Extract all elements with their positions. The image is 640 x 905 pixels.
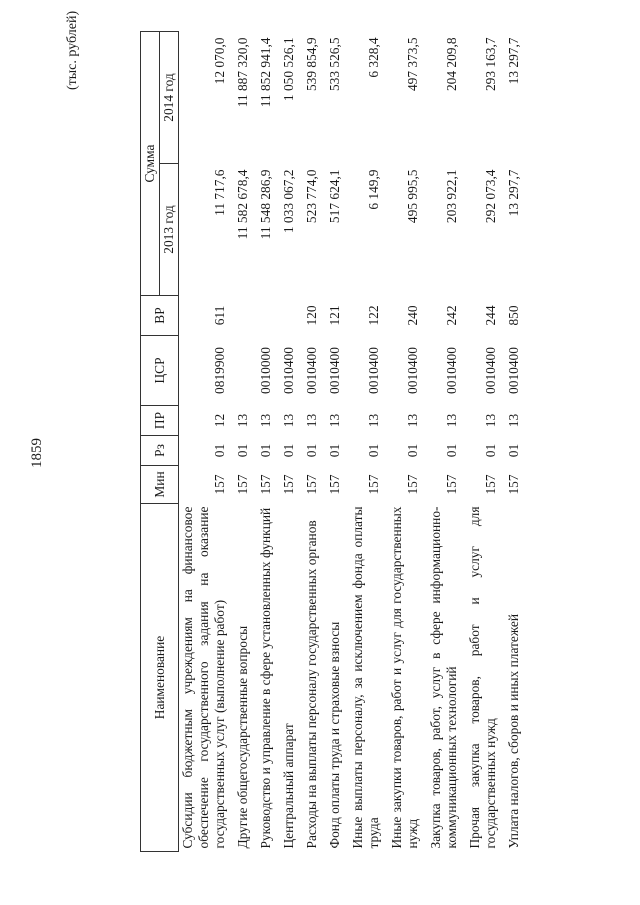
cell-name: Руководство и управление в сфере установленных функций	[258, 507, 273, 849]
budget-table	[140, 31, 523, 852]
cell-vr	[229, 296, 252, 336]
table-body	[179, 31, 524, 851]
cell-csr	[229, 336, 252, 406]
units-note-wrap	[60, 0, 86, 905]
cell-rz: 01	[258, 443, 273, 458]
cell-2013: 11 717,6	[212, 169, 227, 216]
cell-2013: 517 624,1	[327, 169, 342, 224]
header-pr: ПР	[141, 406, 179, 436]
cell-2014: 11 852 941,4	[258, 37, 273, 108]
cell-csr: 0010400	[304, 347, 319, 394]
table-row	[298, 31, 321, 851]
cell-min: 157	[258, 474, 273, 495]
cell-name: Расходы на выплаты персоналу государственных органов	[304, 520, 319, 849]
cell-rz: 01	[281, 443, 296, 458]
header-vr: ВР	[141, 296, 179, 336]
cell-min: 157	[304, 474, 319, 495]
cell-rz: 01	[405, 443, 420, 458]
cell-rz: 01	[304, 443, 319, 458]
cell-2014: 293 163,7	[483, 37, 498, 92]
table-row	[500, 31, 523, 851]
cell-rz: 01	[235, 443, 250, 458]
table-row	[422, 31, 461, 851]
cell-min: 157	[405, 474, 420, 495]
table-row	[229, 31, 252, 851]
header-sum: Сумма	[141, 31, 160, 295]
header-2013: 2013 год	[160, 164, 179, 296]
budget-table-rotated	[140, 32, 580, 852]
cell-name: Прочая закупка товаров, работ и услуг для государственных нужд	[467, 506, 498, 849]
cell-name: Другие общегосударственные вопросы	[235, 625, 250, 849]
cell-2013: 6 149,9	[366, 169, 381, 210]
cell-csr: 0819900	[212, 347, 227, 394]
header-name: Наименование	[141, 504, 179, 852]
cell-rz: 01	[212, 443, 227, 458]
header-rz: Рз	[141, 436, 179, 466]
cell-csr: 0010000	[258, 347, 273, 394]
table-row	[383, 31, 422, 851]
cell-pr: 13	[327, 413, 342, 428]
header-csr: ЦСР	[141, 336, 179, 406]
cell-name: Закупка товаров, работ, услуг в сфере информационно-коммуникационных технологий	[428, 506, 459, 849]
cell-vr: 850	[506, 305, 521, 326]
cell-csr: 0010400	[506, 347, 521, 394]
table-header	[141, 31, 179, 851]
cell-min: 157	[281, 474, 296, 495]
cell-min: 157	[444, 474, 459, 495]
cell-2014: 13 297,7	[506, 37, 521, 85]
cell-name: Уплата налогов, сборов и иных платежей	[506, 613, 521, 849]
cell-vr	[275, 296, 298, 336]
cell-pr: 13	[281, 413, 296, 428]
cell-min: 157	[212, 474, 227, 495]
cell-pr: 13	[483, 413, 498, 428]
cell-pr: 12	[212, 413, 227, 428]
cell-min: 157	[235, 474, 250, 495]
cell-vr: 122	[366, 305, 381, 326]
cell-csr: 0010400	[366, 347, 381, 394]
cell-2013: 495 995,5	[405, 169, 420, 224]
table-row	[179, 31, 230, 851]
header-min: Мин	[141, 466, 179, 504]
cell-min: 157	[506, 474, 521, 495]
cell-rz: 01	[327, 443, 342, 458]
table-row	[461, 31, 500, 851]
table-row	[252, 31, 275, 851]
cell-2013: 1 033 067,2	[281, 169, 296, 234]
cell-name: Иные выплаты персоналу, за исключением фонда оплаты труда	[350, 506, 381, 849]
cell-vr: 611	[212, 305, 227, 326]
page-number: 1859	[28, 438, 45, 468]
cell-2013: 292 073,4	[483, 169, 498, 224]
cell-csr: 0010400	[483, 347, 498, 394]
cell-rz: 01	[506, 443, 521, 458]
cell-vr: 244	[483, 305, 498, 326]
cell-pr: 13	[304, 413, 319, 428]
cell-2014: 204 209,8	[444, 37, 459, 92]
cell-pr: 13	[405, 413, 420, 428]
cell-name: Фонд оплаты труда и страховые взносы	[327, 621, 342, 849]
cell-csr: 0010400	[281, 347, 296, 394]
cell-2014: 12 070,0	[212, 37, 227, 85]
cell-2014: 497 373,5	[405, 37, 420, 92]
units-note: (тыс. рублей)	[65, 10, 80, 90]
cell-pr: 13	[235, 413, 250, 428]
cell-rz: 01	[483, 443, 498, 458]
cell-2013: 523 774,0	[304, 169, 319, 224]
cell-2014: 6 328,4	[366, 37, 381, 78]
cell-2014: 539 854,9	[304, 37, 319, 92]
cell-rz: 01	[366, 443, 381, 458]
cell-2014: 11 887 320,0	[235, 37, 250, 108]
cell-2013: 13 297,7	[506, 169, 521, 217]
cell-2013: 11 548 286,9	[258, 169, 273, 240]
cell-2013: 11 582 678,4	[235, 169, 250, 240]
cell-vr: 121	[327, 305, 342, 326]
cell-pr: 13	[444, 413, 459, 428]
cell-vr: 240	[405, 305, 420, 326]
table-row	[275, 31, 298, 851]
cell-vr	[252, 296, 275, 336]
cell-min: 157	[483, 474, 498, 495]
cell-pr: 13	[506, 413, 521, 428]
cell-2013: 203 922,1	[444, 169, 459, 224]
cell-csr: 0010400	[327, 347, 342, 394]
table-row	[344, 31, 383, 851]
table-row	[321, 31, 344, 851]
cell-csr: 0010400	[444, 347, 459, 394]
cell-min: 157	[366, 474, 381, 495]
cell-rz: 01	[444, 443, 459, 458]
cell-csr: 0010400	[405, 347, 420, 394]
cell-pr: 13	[366, 413, 381, 428]
cell-2014: 1 050 526,1	[281, 37, 296, 102]
cell-name: Иные закупки товаров, работ и услуг для государственных нужд	[389, 506, 420, 849]
cell-vr: 120	[304, 305, 319, 326]
cell-min: 157	[327, 474, 342, 495]
cell-name: Субсидии бюджетным учреждениям на финансовое обеспечение государственного задания на оказание государственных услуг (выполнение работ)	[180, 506, 227, 849]
cell-pr: 13	[258, 413, 273, 428]
cell-vr: 242	[444, 305, 459, 326]
header-2014: 2014 год	[160, 31, 179, 163]
cell-name: Центральный аппарат	[281, 723, 296, 849]
cell-2014: 533 526,5	[327, 37, 342, 92]
